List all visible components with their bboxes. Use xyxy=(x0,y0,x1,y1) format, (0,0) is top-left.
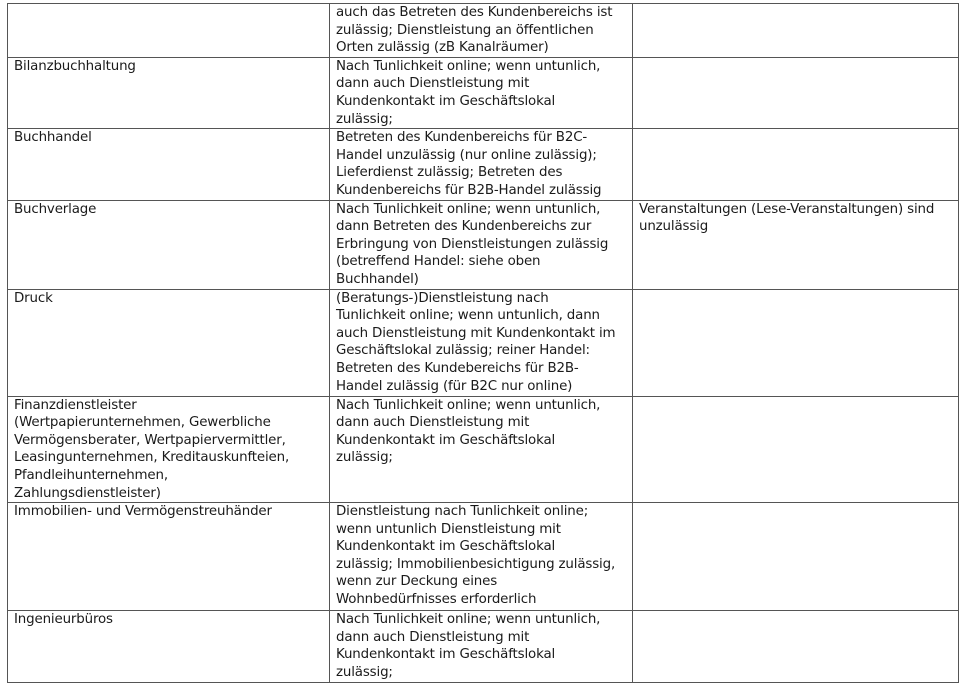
table-row xyxy=(8,57,959,128)
branch-line: Buchverlage xyxy=(14,201,97,217)
rule-line: Nach Tunlichkeit online; wenn untunlich, xyxy=(336,397,601,413)
rule-line: dann auch Dienstleistung mit xyxy=(336,415,530,431)
rule-line: (Beratungs-)Dienstleistung nach xyxy=(336,290,549,306)
table-row xyxy=(8,4,959,58)
rule-line: wenn zur Deckung eines xyxy=(336,574,498,590)
note-line: Veranstaltungen (Lese-Veranstaltungen) sind xyxy=(639,201,935,217)
rule-cell xyxy=(330,611,633,683)
branch-cell xyxy=(8,200,330,289)
rule-line: zulässig; Immobilienbesichtigung zulässig, xyxy=(336,556,616,572)
branch-line: Finanzdienstleister xyxy=(14,397,137,413)
rule-line: Kundenkontakt im Geschäftslokal xyxy=(336,539,556,555)
rule-line: dann auch Dienstleistung mit xyxy=(336,629,530,645)
branch-cell xyxy=(8,57,330,128)
rule-cell xyxy=(330,129,633,200)
branch-line: Immobilien- und Vermögenstreuhänder xyxy=(14,504,272,520)
branch-cell xyxy=(8,129,330,200)
table-row xyxy=(8,129,959,200)
branch-line: Vermögensberater, Wertpapiervermittler, xyxy=(14,432,286,448)
rule-cell xyxy=(330,289,633,396)
note-cell xyxy=(633,503,959,611)
rule-line: Tunlichkeit online; wenn untunlich, dann xyxy=(336,308,600,324)
rule-line: Erbringung von Dienstleistungen zulässig xyxy=(336,236,609,252)
rule-cell xyxy=(330,57,633,128)
branch-cell xyxy=(8,289,330,396)
regulations-table xyxy=(7,3,959,683)
rule-line: Kundenkontakt im Geschäftslokal xyxy=(336,647,556,663)
rule-line: wenn untunlich Dienstleistung mit xyxy=(336,521,561,537)
branch-line: Pfandleihunternehmen, xyxy=(14,467,168,483)
rule-cell xyxy=(330,503,633,611)
note-cell xyxy=(633,129,959,200)
note-cell xyxy=(633,289,959,396)
rule-line: Nach Tunlichkeit online; wenn untunlich, xyxy=(336,612,601,628)
table-row xyxy=(8,396,959,503)
rule-line: (betreffend Handel: siehe oben xyxy=(336,254,541,270)
rule-line: Orten zulässig (zB Kanalräumer) xyxy=(336,40,549,56)
rule-line: Buchhandel) xyxy=(336,271,419,287)
branch-line: Buchhandel xyxy=(14,130,92,146)
rule-line: Betreten des Kundebereichs für B2B- xyxy=(336,360,579,376)
rule-cell xyxy=(330,396,633,503)
branch-line: Druck xyxy=(14,290,53,306)
note-cell xyxy=(633,396,959,503)
branch-line: Bilanzbuchhaltung xyxy=(14,58,136,74)
table-row xyxy=(8,289,959,396)
branch-line: Leasingunternehmen, Kreditauskunfteien, xyxy=(14,450,290,466)
branch-cell xyxy=(8,396,330,503)
rule-line: Handel zulässig (für B2C nur online) xyxy=(336,378,573,394)
rule-line: Betreten des Kundenbereichs für B2C- xyxy=(336,130,588,146)
note-cell xyxy=(633,57,959,128)
rule-line: Geschäftslokal zulässig; reiner Handel: xyxy=(336,343,590,359)
branch-line: Zahlungsdienstleister) xyxy=(14,485,161,501)
rule-line: zulässig; xyxy=(336,111,393,127)
note-cell xyxy=(633,611,959,683)
branch-cell xyxy=(8,611,330,683)
table-row xyxy=(8,611,959,683)
rule-line: auch Dienstleistung mit Kundenkontakt im xyxy=(336,325,616,341)
branch-cell xyxy=(8,503,330,611)
note-cell xyxy=(633,200,959,289)
rule-line: dann auch Dienstleistung mit xyxy=(336,76,530,92)
rule-line: Kundenbereichs für B2B-Handel zulässig xyxy=(336,182,602,198)
branch-line: Ingenieurbüros xyxy=(14,612,113,628)
rule-line: Lieferdienst zulässig; Betreten des xyxy=(336,165,563,181)
branch-line: (Wertpapierunternehmen, Gewerbliche xyxy=(14,415,271,431)
table-body xyxy=(8,4,959,683)
rule-line: Kundenkontakt im Geschäftslokal xyxy=(336,432,556,448)
rule-line: Kundenkontakt im Geschäftslokal xyxy=(336,93,556,109)
rule-line: dann Betreten des Kundenbereichs zur xyxy=(336,219,592,235)
rule-line: Nach Tunlichkeit online; wenn untunlich, xyxy=(336,201,601,217)
rule-cell xyxy=(330,200,633,289)
branch-cell xyxy=(8,4,330,58)
rule-line: Handel unzulässig (nur online zulässig); xyxy=(336,147,597,163)
rule-line: zulässig; Dienstleistung an öffentlichen xyxy=(336,22,594,38)
table-row xyxy=(8,503,959,611)
rule-line: Wohnbedürfnisses erforderlich xyxy=(336,592,537,608)
rule-line: auch das Betreten des Kundenbereichs ist xyxy=(336,5,613,20)
table-row xyxy=(8,200,959,289)
note-cell xyxy=(633,4,959,58)
note-line: unzulässig xyxy=(639,219,709,235)
rule-line: zulässig; xyxy=(336,450,393,466)
rule-line: zulässig; xyxy=(336,664,393,680)
rule-line: Dienstleistung nach Tunlichkeit online; xyxy=(336,504,589,520)
rule-line: Nach Tunlichkeit online; wenn untunlich, xyxy=(336,58,601,74)
rule-cell xyxy=(330,4,633,58)
